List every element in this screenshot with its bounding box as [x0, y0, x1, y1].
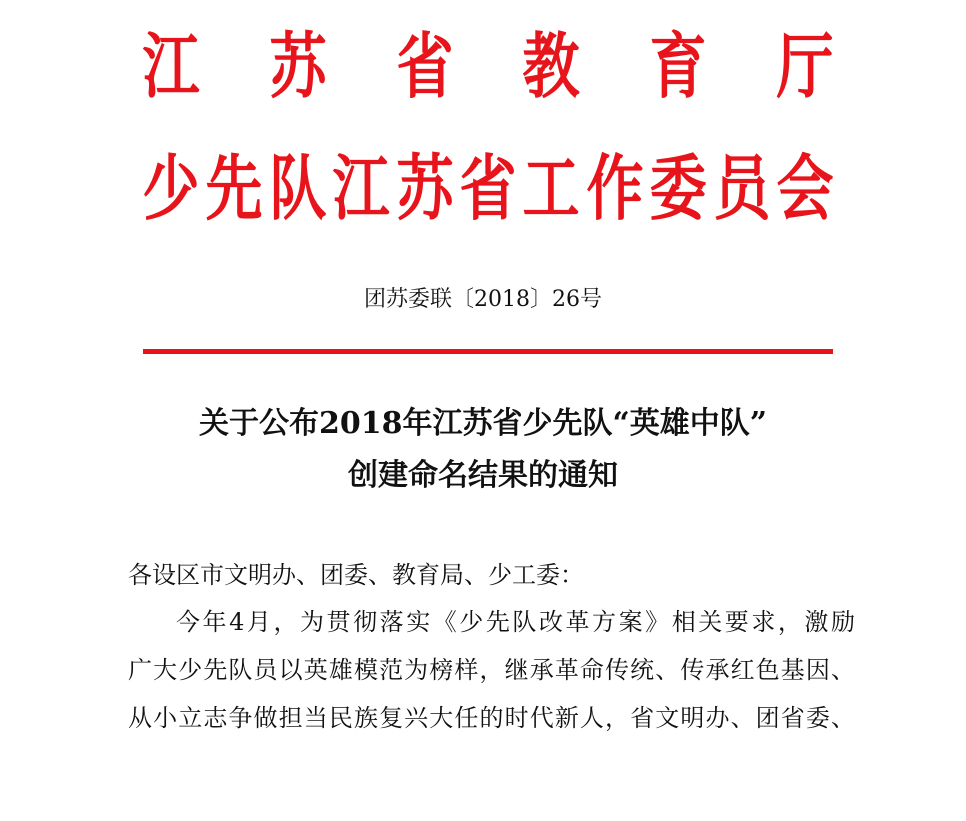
document-number: 团苏委联〔2018〕26号 [364, 287, 602, 312]
document-title-line1: 关于公布2018年江苏省少先队“英雄中队” [198, 406, 767, 441]
header-char: 作 [586, 146, 644, 231]
header-char: 厅 [776, 24, 834, 109]
header-char: 少 [142, 146, 200, 231]
issuer-name-pioneers-committee [140, 146, 836, 231]
body-line: 今年4月，为贯彻落实《少先队改革方案》相关要求，激励 [176, 608, 855, 636]
header-char: 育 [649, 24, 707, 109]
body-line: 广大少先队员以英雄模范为榜样，继承革命传统、传承红色基因、 [128, 656, 855, 684]
header-char: 员 [712, 146, 771, 231]
header-char: 工 [522, 146, 580, 231]
red-divider [143, 349, 833, 354]
header-char: 委 [649, 146, 707, 231]
header-char: 省 [459, 146, 517, 231]
issuer-name-education-department [140, 24, 836, 109]
header-char: 教 [522, 24, 580, 109]
document-title-line2: 创建命名结果的通知 [348, 458, 618, 493]
header-char: 苏 [396, 146, 454, 231]
body-line: 从小立志争做担当民族复兴大任的时代新人，省文明办、团省委、 [128, 704, 855, 732]
header-char: 苏 [269, 24, 327, 109]
header-char: 会 [776, 146, 834, 231]
salutation: 各设区市文明办、团委、教育局、少工委： [128, 561, 584, 589]
header-char: 江 [142, 24, 200, 109]
header-char: 队 [269, 146, 327, 231]
header-char: 先 [205, 146, 263, 231]
header-char: 江 [332, 146, 390, 231]
header-char: 省 [396, 24, 454, 109]
